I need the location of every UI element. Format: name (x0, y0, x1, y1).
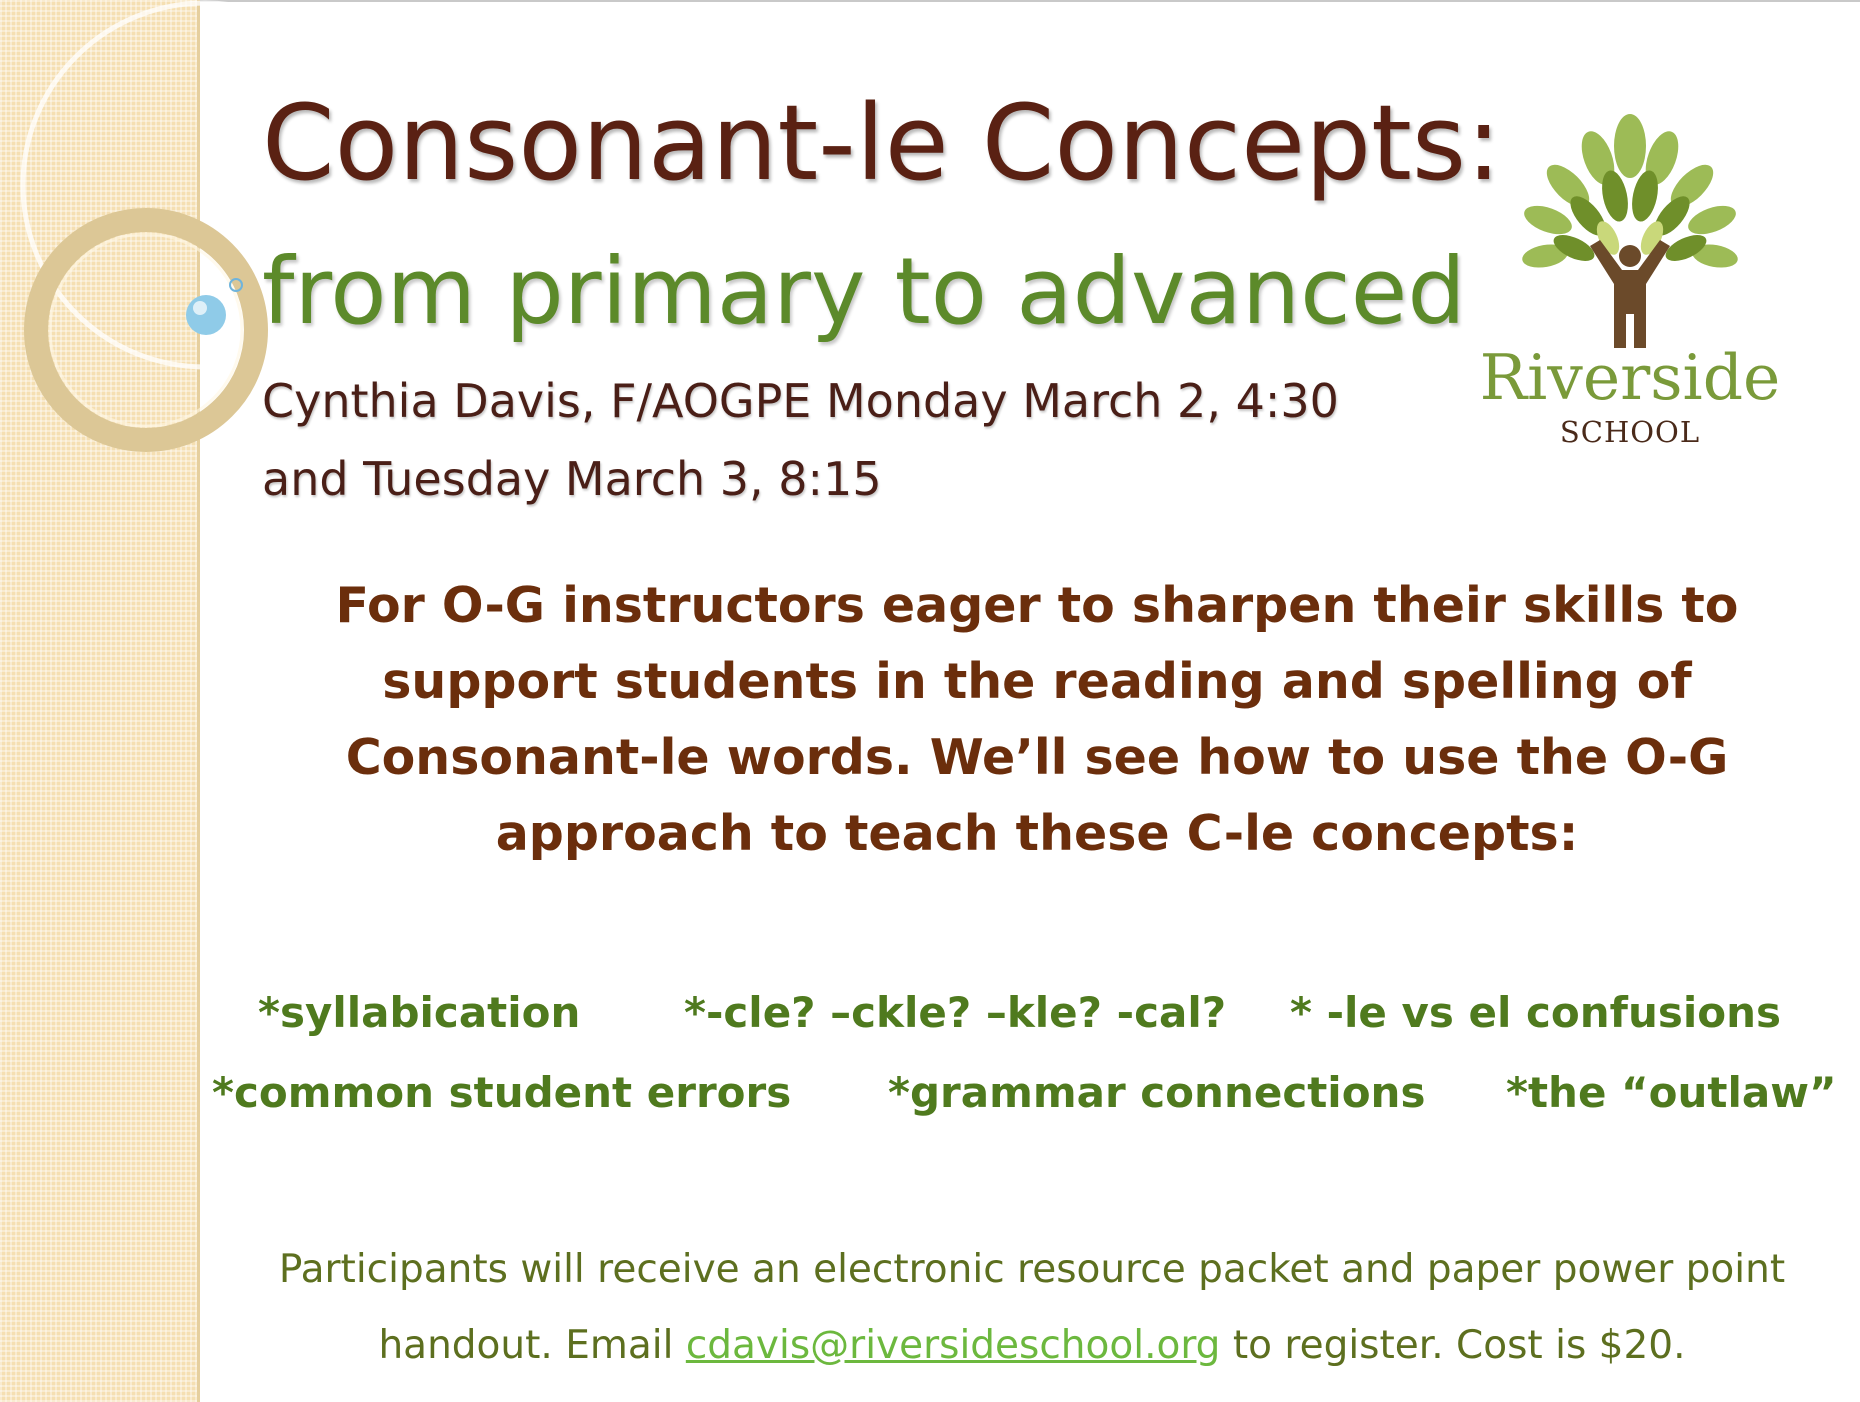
concept-item: * -le vs el confusions (1290, 988, 1781, 1037)
footer-line-2 (262, 1308, 1802, 1384)
presenter-line-1: Cynthia Davis, F/AOGPE Monday March 2, 4:30 (262, 374, 1339, 428)
concept-item: *common student errors (212, 1068, 792, 1117)
concept-item: *syllabication (258, 988, 581, 1037)
email-link[interactable]: cdavis@riversideschool.org (685, 1323, 1221, 1368)
concept-item: *grammar connections (888, 1068, 1426, 1117)
description-paragraph (262, 568, 1812, 872)
bubble-highlight (193, 301, 207, 315)
logo-name: Riverside (1479, 341, 1781, 414)
slide-title: Consonant-le Concepts: (262, 82, 1502, 204)
logo-subtitle: SCHOOL (1559, 415, 1701, 449)
thick-ring-decoration (36, 220, 256, 440)
description-line: For O-G instructors eager to sharpen their skills to (335, 577, 1739, 634)
presenter-info (262, 362, 1422, 518)
presenter-line-2: and Tuesday March 3, 8:15 (262, 452, 882, 506)
blue-bubble-decoration (186, 295, 226, 335)
concept-item: *-cle? –ckle? –kle? -cal? (684, 988, 1227, 1037)
concept-list (196, 975, 1860, 1145)
tree-person-icon (1450, 108, 1810, 348)
riverside-school-logo (1450, 108, 1810, 458)
slide-subtitle: from primary to advanced (262, 238, 1466, 345)
description-line: support students in the reading and spelling of (382, 653, 1692, 710)
footer-line-1: Participants will receive an electronic resource packet and paper power point (278, 1247, 1786, 1292)
description-line: Consonant-le words. We’ll see how to use the O-G (345, 729, 1729, 786)
registration-footer (262, 1232, 1802, 1384)
description-line: approach to teach these C-le concepts: (495, 805, 1579, 862)
concept-item: *the “outlaw” (1506, 1068, 1837, 1117)
footer-text-before: handout. Email (378, 1323, 686, 1368)
footer-text-after: to register. Cost is $20. (1220, 1323, 1686, 1368)
